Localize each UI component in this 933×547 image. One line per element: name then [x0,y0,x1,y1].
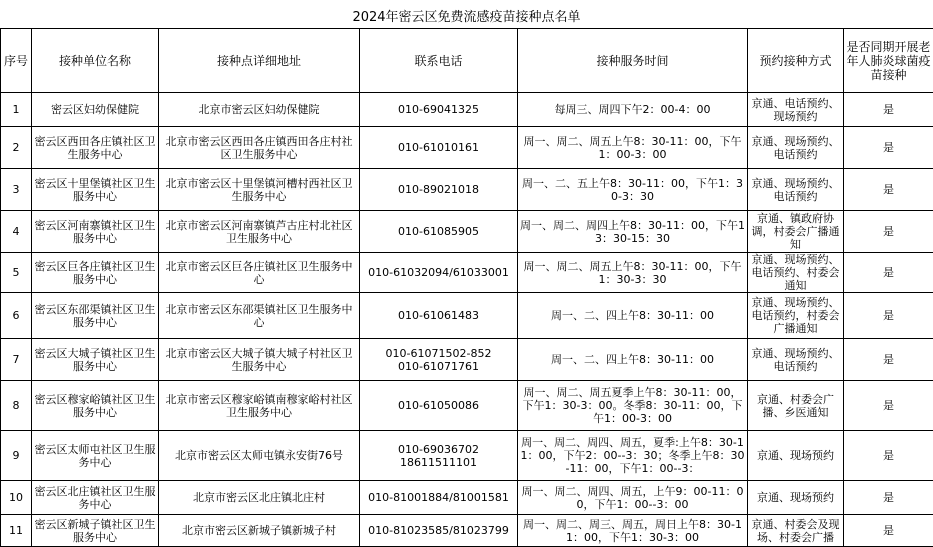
cell-name: 密云区西田各庄镇社区卫生服务中心 [32,127,159,169]
cell-no: 7 [1,339,32,381]
cell-no: 1 [1,93,32,127]
header-address: 接种点详细地址 [159,29,360,93]
table-row [1,93,933,127]
cell-time: 周一、周二、周五夏季上午8：30-11：00，下午1：30-3：00。冬季8：30-11：00，下午1：00-3：00 [518,381,748,431]
table-row [1,339,933,381]
cell-no: 11 [1,515,32,547]
cell-time: 周一、周二、周四、周五，上午9：00-11：00，下午1：00--3：00 [518,481,748,515]
cell-phone: 010-61050086 [360,381,518,431]
cell-phone: 010-61071502-852 010-61071761 [360,339,518,381]
cell-phone: 010-89021018 [360,169,518,211]
header-no: 序号 [1,29,32,93]
cell-method: 京通、现场预约、电话预约 [748,339,844,381]
table-row [1,431,933,481]
cell-no: 5 [1,253,32,293]
cell-name: 密云区河南寨镇社区卫生服务中心 [32,211,159,253]
cell-method: 京通、村委会广播、乡医通知 [748,381,844,431]
cell-method: 京通、镇政府协调，村委会广播通知 [748,211,844,253]
cell-address: 北京市密云区十里堡镇河槽村西社区卫生服务中心 [159,169,360,211]
header-phone: 联系电话 [360,29,518,93]
cell-method: 京通、现场预约、电话预约、村委会通知 [748,253,844,293]
header-name: 接种单位名称 [32,29,159,93]
cell-address: 北京市密云区东邵渠镇社区卫生服务中心 [159,293,360,339]
cell-address: 北京市密云区巨各庄镇社区卫生服务中心 [159,253,360,293]
cell-name: 密云区穆家峪镇社区卫生服务中心 [32,381,159,431]
cell-phone: 010-69041325 [360,93,518,127]
cell-no: 9 [1,431,32,481]
cell-address: 北京市密云区西田各庄镇西田各庄村社区卫生服务中心 [159,127,360,169]
table-row [1,127,933,169]
cell-address: 北京市密云区新城子镇新城子村 [159,515,360,547]
cell-time: 周一、周二、周四上午8：30-11：00，下午13：30-15：30 [518,211,748,253]
cell-address: 北京市密云区河南寨镇芦古庄村北社区卫生服务中心 [159,211,360,253]
cell-address: 北京市密云区穆家峪镇南穆家峪村社区卫生服务中心 [159,381,360,431]
cell-time: 周一、二、四上午8：30-11：00 [518,339,748,381]
cell-phone: 010-69036702 18611511101 [360,431,518,481]
cell-no: 6 [1,293,32,339]
cell-address: 北京市密云区太师屯镇永安街76号 [159,431,360,481]
cell-pneumo: 是 [844,253,933,293]
table-row [1,211,933,253]
header-time: 接种服务时间 [518,29,748,93]
cell-no: 2 [1,127,32,169]
cell-name: 密云区大城子镇社区卫生服务中心 [32,339,159,381]
cell-phone: 010-81023585/81023799 [360,515,518,547]
cell-method: 京通、电话预约、现场预约 [748,93,844,127]
cell-time: 周一、二、五上午8：30-11：00，下午1：30-3：30 [518,169,748,211]
cell-pneumo: 是 [844,339,933,381]
cell-pneumo: 是 [844,431,933,481]
cell-pneumo: 是 [844,127,933,169]
cell-name: 密云区太师屯社区卫生服务中心 [32,431,159,481]
cell-name: 密云区新城子镇社区卫生服务中心 [32,515,159,547]
cell-pneumo: 是 [844,293,933,339]
cell-name: 密云区十里堡镇社区卫生服务中心 [32,169,159,211]
cell-pneumo: 是 [844,515,933,547]
cell-time: 每周三、周四下午2：00-4：00 [518,93,748,127]
cell-method: 京通、现场预约 [748,431,844,481]
cell-pneumo: 是 [844,481,933,515]
cell-pneumo: 是 [844,169,933,211]
cell-phone: 010-81001884/81001581 [360,481,518,515]
cell-pneumo: 是 [844,93,933,127]
cell-address: 北京市密云区北庄镇北庄村 [159,481,360,515]
cell-address: 北京市密云区妇幼保健院 [159,93,360,127]
table-row [1,169,933,211]
table-row [1,293,933,339]
cell-address: 北京市密云区大城子镇大城子村社区卫生服务中心 [159,339,360,381]
cell-name: 密云区东邵渠镇社区卫生服务中心 [32,293,159,339]
table-row [1,381,933,431]
cell-method: 京通、现场预约、电话预约 [748,127,844,169]
cell-phone: 010-61085905 [360,211,518,253]
cell-no: 8 [1,381,32,431]
cell-time: 周一、周二、周五上午8：30-11：00，下午1：30-3：30 [518,253,748,293]
cell-name: 密云区妇幼保健院 [32,93,159,127]
cell-time: 周一、二、四上午8：30-11：00 [518,293,748,339]
cell-name: 密云区北庄镇社区卫生服务中心 [32,481,159,515]
cell-pneumo: 是 [844,381,933,431]
cell-phone: 010-61032094/61033001 [360,253,518,293]
cell-phone: 010-61010161 [360,127,518,169]
table-header-row [1,29,933,93]
cell-no: 10 [1,481,32,515]
cell-no: 3 [1,169,32,211]
cell-method: 京通、村委会及现场、村委会广播 [748,515,844,547]
cell-method: 京通、现场预约 [748,481,844,515]
cell-method: 京通、现场预约、电话预约，村委会广播通知 [748,293,844,339]
cell-no: 4 [1,211,32,253]
cell-method: 京通、现场预约、电话预约 [748,169,844,211]
table-row [1,253,933,293]
table-row [1,481,933,515]
table-row [1,515,933,547]
vaccination-table [0,28,933,547]
header-pneumo: 是否同期开展老年人肺炎球菌疫苗接种 [844,29,933,93]
cell-pneumo: 是 [844,211,933,253]
cell-time: 周一、周二、周四、周五，夏季:上午8：30-11：00，下午2：00--3：30；冬季上午8：30-11：00，下午1：00--3： [518,431,748,481]
cell-time: 周一、周二、周三、周五，周日上午8：30-11：00，下午1：30-3：00 [518,515,748,547]
cell-phone: 010-61061483 [360,293,518,339]
header-method: 预约接种方式 [748,29,844,93]
cell-name: 密云区巨各庄镇社区卫生服务中心 [32,253,159,293]
cell-time: 周一、周二、周五上午8：30-11：00，下午1：00-3：00 [518,127,748,169]
page-title: 2024年密云区免费流感疫苗接种点名单 [0,6,933,25]
